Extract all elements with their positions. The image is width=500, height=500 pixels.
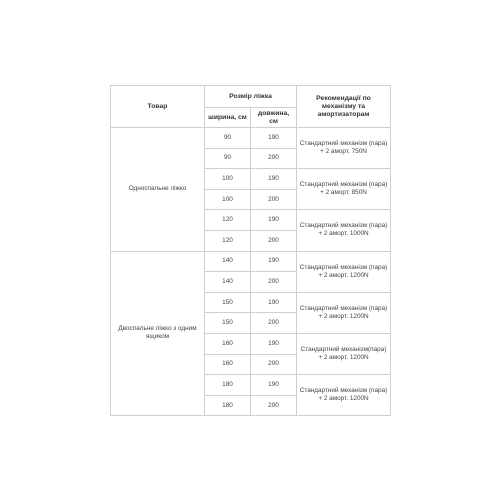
bed-mechanism-table xyxy=(110,85,391,416)
product-cell: Односпальне ліжко xyxy=(111,128,205,252)
width-cell: 100 xyxy=(205,169,251,190)
length-cell: 190 xyxy=(251,251,297,272)
recommendation-cell: Стандартний механізм (пара) + 2 аморт. 1200N xyxy=(297,251,391,292)
length-cell: 200 xyxy=(251,272,297,293)
header-row xyxy=(111,86,391,108)
table-row xyxy=(111,128,391,149)
width-cell: 120 xyxy=(205,230,251,251)
width-cell: 90 xyxy=(205,128,251,149)
width-cell: 140 xyxy=(205,251,251,272)
length-cell: 190 xyxy=(251,169,297,190)
width-cell: 90 xyxy=(205,148,251,169)
length-cell: 190 xyxy=(251,333,297,354)
table-row xyxy=(111,251,391,272)
width-cell: 180 xyxy=(205,395,251,416)
length-cell: 200 xyxy=(251,148,297,169)
header-product: Товар xyxy=(111,86,205,128)
recommendation-cell: Стандартний механізм (пара) + 2 аморт. 750N xyxy=(297,128,391,169)
recommendation-cell: Стандартний механізм (пара) + 2 аморт. 850N xyxy=(297,169,391,210)
width-cell: 160 xyxy=(205,354,251,375)
header-length: довжина, см xyxy=(251,108,297,128)
header-bed-size: Розмір ліжка xyxy=(205,86,297,108)
product-cell: Двоспальне ліжко з одним ящиком xyxy=(111,251,205,416)
length-cell: 200 xyxy=(251,313,297,334)
length-cell: 200 xyxy=(251,230,297,251)
length-cell: 200 xyxy=(251,395,297,416)
width-cell: 140 xyxy=(205,272,251,293)
length-cell: 200 xyxy=(251,189,297,210)
recommendation-cell: Стандартний механізм (пара) + 2 аморт. 1200N xyxy=(297,375,391,416)
width-cell: 150 xyxy=(205,292,251,313)
length-cell: 190 xyxy=(251,375,297,396)
header-width: ширина, см xyxy=(205,108,251,128)
recommendation-cell: Стандартний механізм(пара) + 2 аморт. 1200N xyxy=(297,333,391,374)
header-recommendation: Рекомендації по механізму та амортизаторам xyxy=(297,86,391,128)
length-cell: 190 xyxy=(251,128,297,149)
length-cell: 190 xyxy=(251,210,297,231)
width-cell: 120 xyxy=(205,210,251,231)
recommendation-cell: Стандартний механізм (пара) + 2 аморт. 1000N xyxy=(297,210,391,251)
width-cell: 180 xyxy=(205,375,251,396)
length-cell: 200 xyxy=(251,354,297,375)
width-cell: 100 xyxy=(205,189,251,210)
width-cell: 160 xyxy=(205,333,251,354)
length-cell: 190 xyxy=(251,292,297,313)
recommendation-cell: Стандартний механізм (пара) + 2 аморт. 1200N xyxy=(297,292,391,333)
width-cell: 150 xyxy=(205,313,251,334)
